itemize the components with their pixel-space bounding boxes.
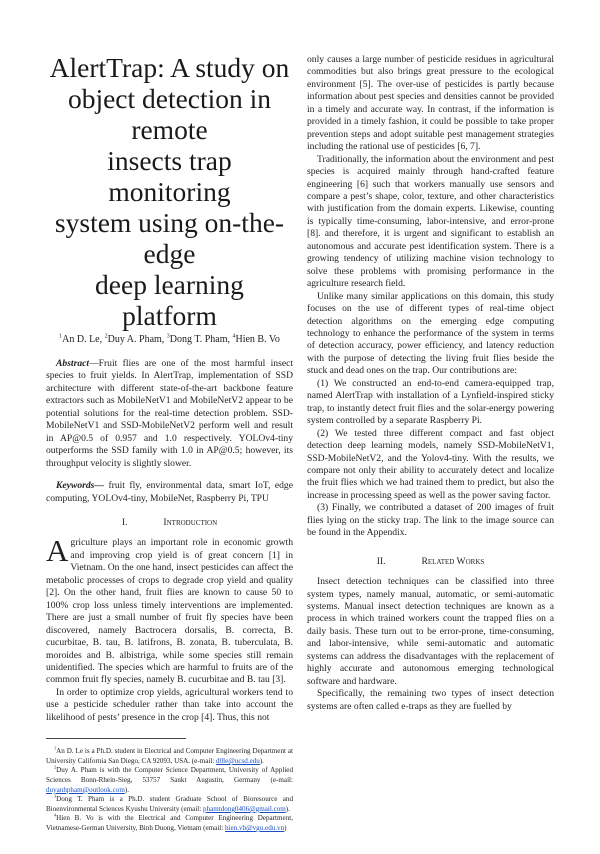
email-link[interactable]: hien.vb@vgu.edu.vn bbox=[225, 823, 285, 832]
related-paragraph: Insect detection techniques can be classified into three system types, namely manual, automatic, or semi-automatic systems. Manual insect detection techniques are known as a process in which trained workers count the trapped flies on a daily basis. These turn out to be error-prone, time-consuming, and labor-intensive, while semi-automatic and automatic systems can address the disadvantages with the replacement of highly accurate and autonomous emerging technological software and hardware. bbox=[307, 576, 554, 687]
footnote bbox=[46, 766, 293, 795]
title-line: AlertTrap: A study on bbox=[49, 52, 290, 83]
footnote bbox=[46, 747, 293, 766]
email-link[interactable]: duyanhpham@outlook.com bbox=[46, 785, 125, 794]
email-link[interactable]: phamtdong0406@gmail.com bbox=[203, 804, 286, 813]
footnote-text: Hien B. Vo is with the Electrical and Computer Engineering Department, Vietnamese-German University, Binh Duong, Vietnam (email: bbox=[46, 814, 293, 832]
contribution-item: (2) We tested three different compact and fast object detection deep learning models, namely SSD-MobileNetV1, SSD-MobileNetV2, and the Yolov4-tiny. With the results, we compare not only their ability to accurately detect and localize the fruit flies which we had trained them to predict, but also the increase in processing speed as well as the power saving factor. bbox=[307, 427, 554, 501]
footnote-rule bbox=[46, 738, 186, 739]
section-number: II. bbox=[376, 555, 386, 567]
footnote-text: Dong T. Pham is a Ph.D. student Graduate School of Bioresource and Bioenvironmental Sciences Kyushu University (email: bbox=[46, 795, 293, 813]
footnote-sup: 1 bbox=[54, 745, 57, 751]
author: Duy A. Pham, bbox=[107, 334, 165, 345]
footnote-sup: 3 bbox=[54, 793, 57, 799]
keywords bbox=[46, 480, 293, 505]
abstract-label: Abstract bbox=[56, 358, 90, 369]
right-column bbox=[307, 54, 554, 713]
footnotes bbox=[46, 747, 293, 833]
author-list bbox=[46, 333, 293, 346]
email-link[interactable]: d0le@ucsd.edu bbox=[216, 756, 260, 765]
section-heading-related-works bbox=[307, 556, 554, 568]
abstract-text: —Fruit flies are one of the most harmful insect species to fruit yields. In AlertTrap, implementation of SSD architecture with different state-of-the-art backbone feature extractors such as MobileNetV1 and MobileNetV2 appear to be potential solutions for the real-time detection problem. SSD-MobileNetV1 and SSD-MobileNetV2 perform well and result in AP@0.5 of 0.957 and 1.0 respectively. YOLOv4-tiny outperforms the SSD family with 1.0 in AP@0.5; however, its throughput velocity is slightly slower. bbox=[46, 358, 293, 469]
author-sup: 2 bbox=[104, 333, 108, 340]
footnote-sup: 4 bbox=[54, 813, 57, 819]
footnote-text: Duy A. Pham is with the Computer Science Department, University of Applied Sciences Bonn-Rhein-Sieg, 53757 Sankt Augustin, Germany (e-mail: bbox=[46, 766, 293, 785]
title-line: object detection in remote bbox=[67, 83, 272, 145]
contribution-item: (3) Finally, we contributed a dataset of 200 images of fruit flies lying on the sticky trap. The link to the image source can be found in the Appendix. bbox=[307, 502, 554, 539]
footnote-text: ). bbox=[285, 804, 290, 813]
related-paragraph: Specifically, the remaining two types of insect detection systems are often called e-traps as they are fuelled by bbox=[307, 688, 554, 712]
footnote-text: ) bbox=[284, 823, 287, 832]
intro-paragraph: In order to optimize crop yields, agricultural workers tend to use a pesticide scheduler rather than take into account the likelihood of pests’ presence in the crop [4]. Thus, this not bbox=[46, 686, 293, 723]
section-heading-introduction bbox=[46, 517, 293, 529]
section-number: I. bbox=[121, 516, 128, 528]
author: Hien B. Vo bbox=[235, 334, 280, 345]
intro-paragraph: only causes a large number of pesticide residues in agricultural commodities but also brings great pressure to the ecological environment [5]. The over-use of pesticides is partly because information about pest species and densities cannot be provided in a timely and accurate way. In contrast, if the information is provided in a timely fashion, it could be possible to take proper prevention steps and adopt suitable pest management strategies including the rational use of pesticides [6, 7]. bbox=[307, 54, 554, 153]
keywords-label: Keywords— bbox=[56, 480, 104, 492]
footnote-text: ). bbox=[124, 785, 129, 794]
section-title: Related Works bbox=[421, 555, 485, 567]
title-line: system using on-the-edge bbox=[54, 207, 285, 269]
intro-paragraph: Unlike many similar applications on this domain, this study focuses on the use of different types of real-time object detection algorithms on the emerging edge computing technology to enhance the performance of the system in terms of detection accuracy, power efficiency, and latency reduction with the purpose of detecting the living fruit flies beside the stuck and dead ones on the trap. Our contributions are: bbox=[307, 290, 554, 377]
title-line: deep learning platform bbox=[95, 269, 244, 331]
author: An D. Le, bbox=[62, 334, 103, 345]
footnote-text: ). bbox=[259, 756, 264, 765]
drop-cap: A bbox=[46, 533, 69, 569]
title-line: insects trap monitoring bbox=[107, 145, 232, 207]
paragraph-text: griculture plays an important role in economic growth and improving crop yield is of great concern [1] in Vietnam. On the one hand, insect pesticides can affect the metabolic processes of crops to degrade crop yield and quality [2]. On the other hand, fruit flies are known to cause 50 to 100% crop loss unless timely interventions are implemented. There are just a small number of fruit fly species have been discovered, namely Bactrocera dorsalis, B. correcta, B. cucurbitae, B. tau, B. latifrons, B. zonata, B. tuberculata, B. moroides and B. albistriga, while some species still remain unidentified. The species which are harmful to fruits are of the common fruit fly species, namely B. cucurbitae and B. tau [3]. bbox=[46, 537, 293, 686]
author-sup: 3 bbox=[166, 333, 170, 340]
footnote-sup: 2 bbox=[54, 765, 57, 771]
author-sup: 1 bbox=[59, 333, 63, 340]
author: Dong T. Pham, bbox=[169, 334, 230, 345]
abstract bbox=[46, 358, 293, 470]
paper-title bbox=[46, 52, 293, 331]
footnote-text: An D. Le is a Ph.D. student in Electrical and Computer Engineering Department at University California San Diego, CA 92093, USA. (e-mail: bbox=[46, 747, 293, 765]
footnote bbox=[46, 795, 293, 814]
keywords-text: fruit fly, environmental data, smart IoT, edge computing, YOLOv4-tiny, MobileNet, Raspberry Pi, TPU bbox=[46, 480, 293, 504]
intro-paragraph: Traditionally, the information about the environment and pest species is acquired mainly through hand-crafted feature engineering [6] such that workers manually use sensors and compare a pest’s shape, color, texture, and other characteristics with justification from the domain experts. Likewise, counting is typically time-consuming, labor-intensive, and error-prone [8]. and therefore, it is urgent and significant to establish an autonomous and accurate pest identification system. There is a growing tendency of utilizing machine vision technology to solve these problems with promising performance in the agriculture research field. bbox=[307, 153, 554, 290]
left-column bbox=[46, 52, 293, 834]
contribution-item: (1) We constructed an end-to-end camera-equipped trap, named AlertTrap with installation of a Lynfield-inspired sticky trap, to instantly detect fruit flies and the solar-energy powering system controlled by a separate Raspberry Pi. bbox=[307, 377, 554, 427]
section-title: Introduction bbox=[163, 516, 218, 528]
footnote bbox=[46, 814, 293, 833]
intro-paragraph bbox=[46, 533, 293, 686]
author-sup: 4 bbox=[232, 333, 236, 340]
